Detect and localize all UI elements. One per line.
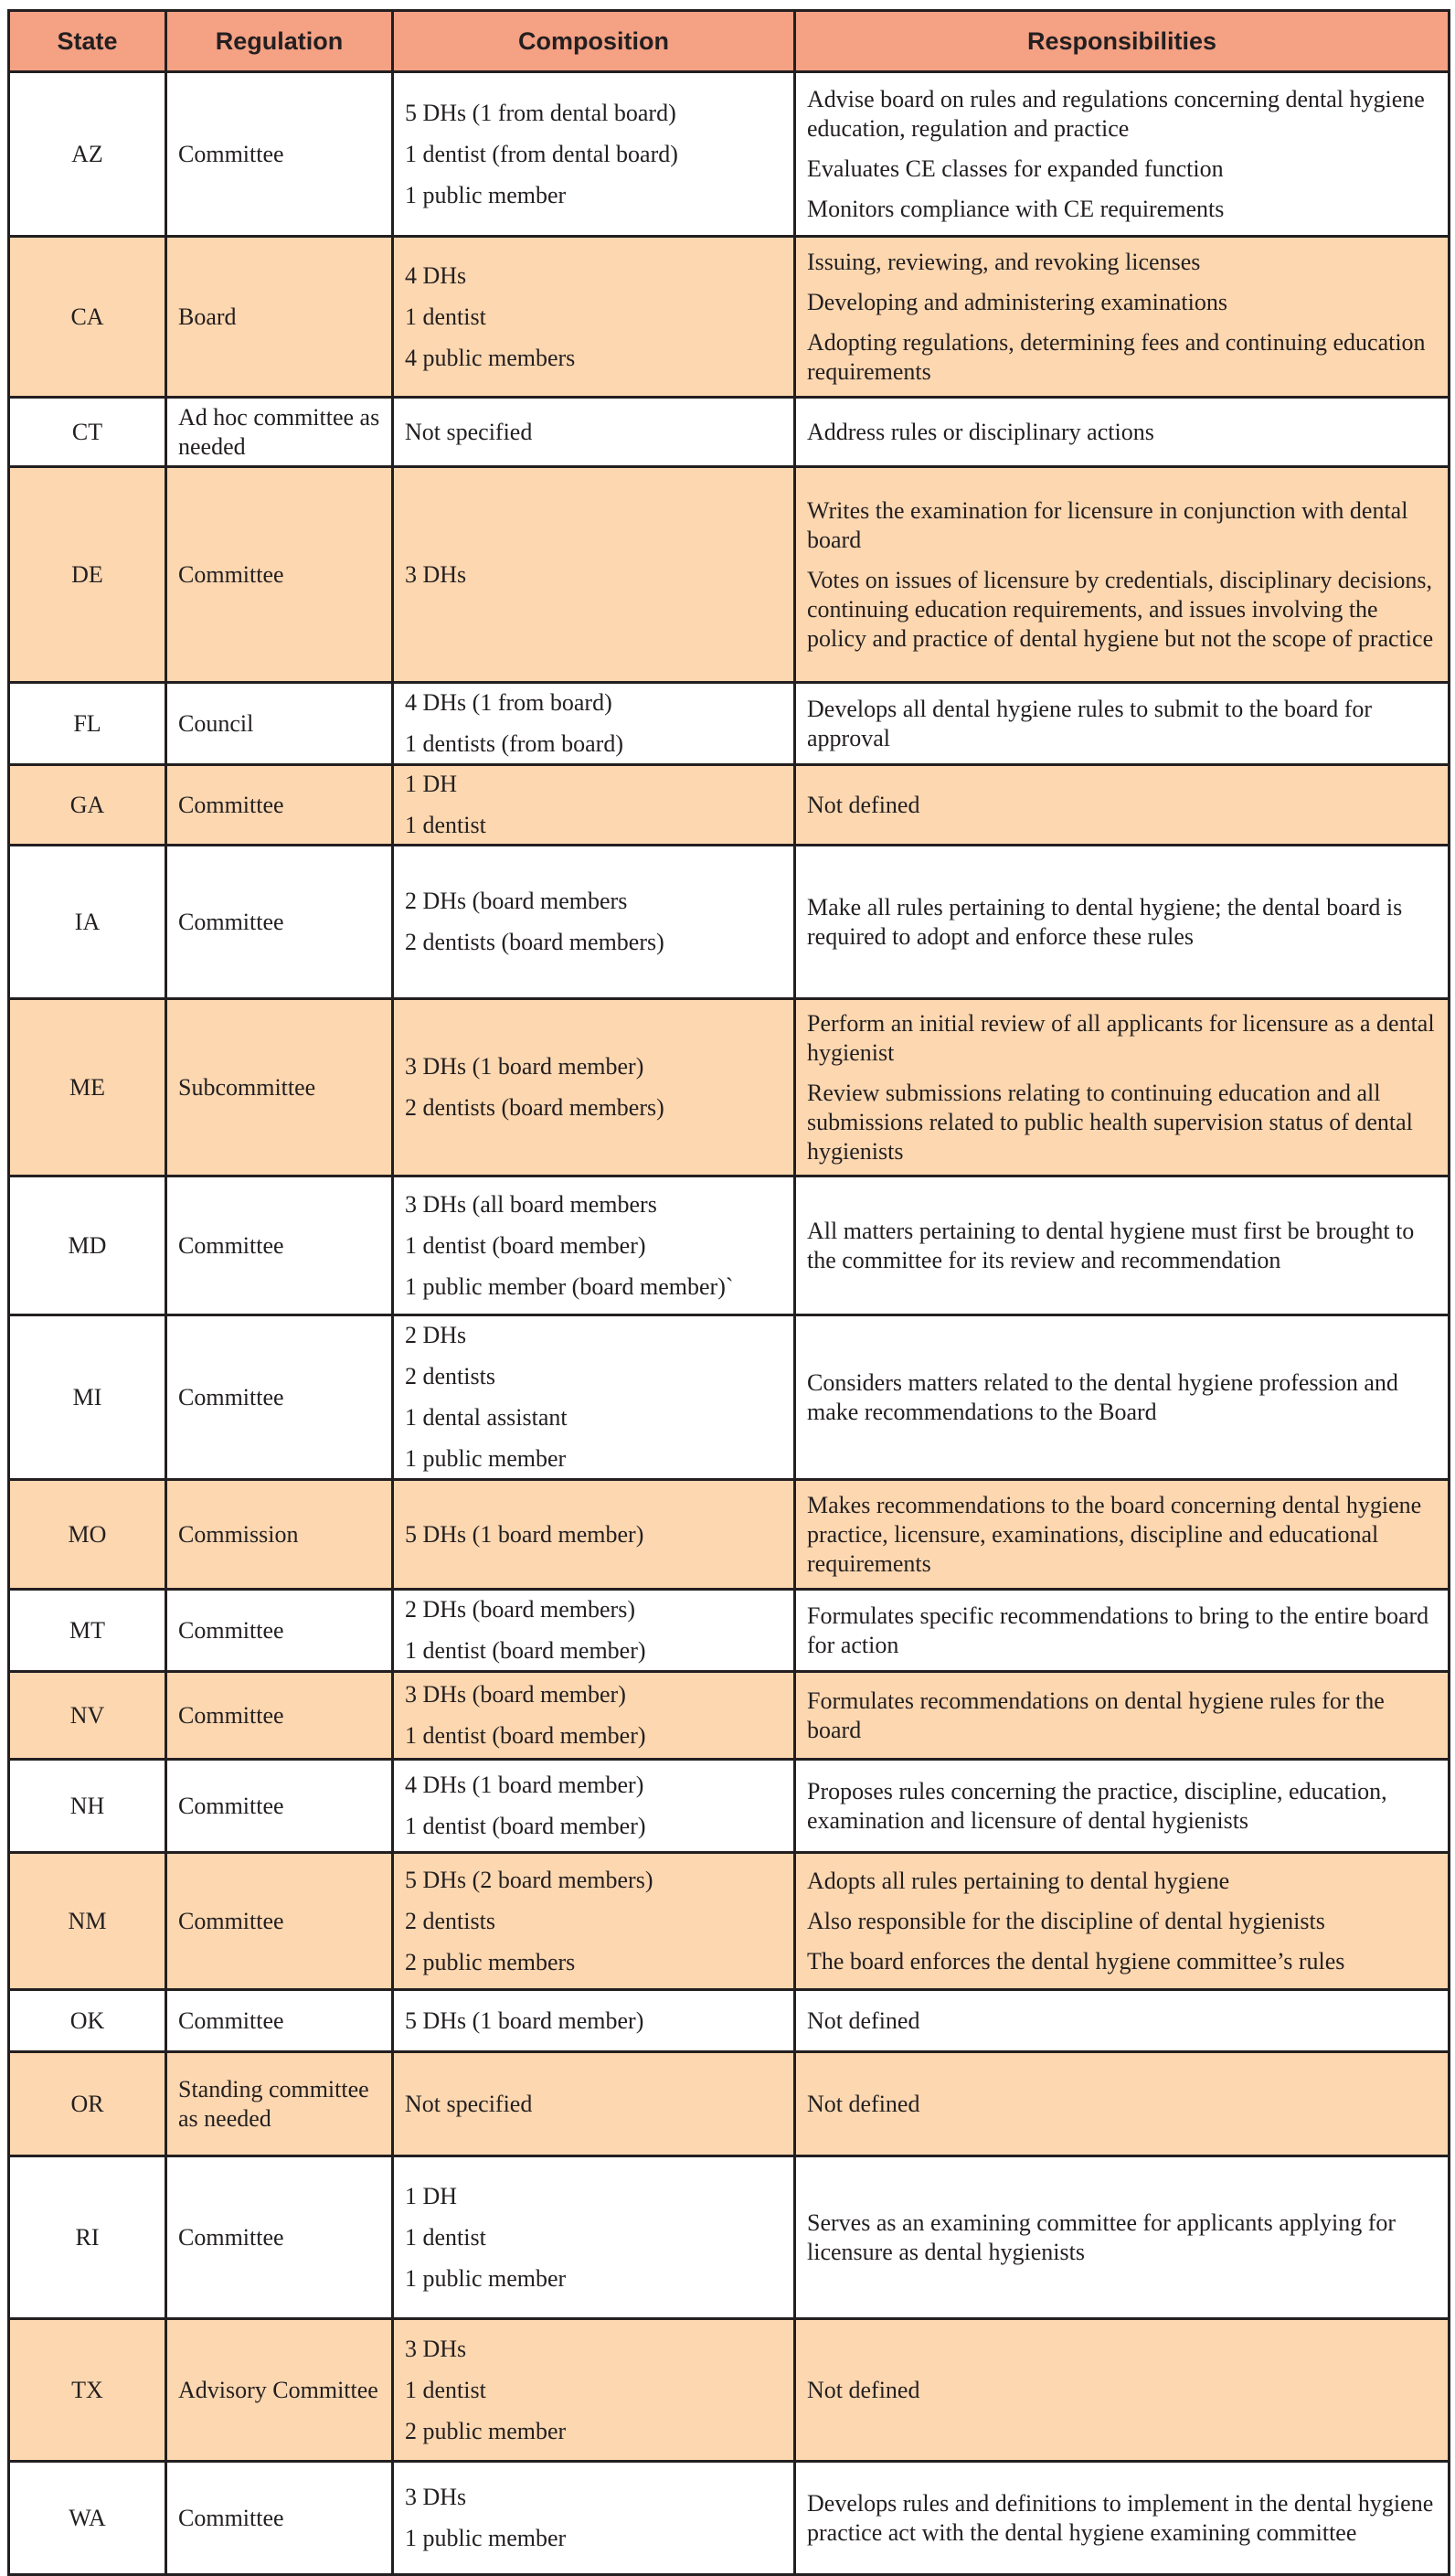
table-row (9, 398, 1450, 467)
cell-state: RI (9, 2156, 166, 2319)
table-row (9, 2156, 1450, 2319)
composition-item: Not specified (405, 418, 533, 445)
table-row (9, 1853, 1450, 1990)
responsibility-item: Monitors compliance with CE requirements (807, 195, 1225, 222)
responsibility-item: Not defined (807, 2090, 920, 2117)
responsibilities-list (807, 2209, 1437, 2267)
composition-item: 1 dentist (405, 303, 486, 330)
composition-list (405, 1321, 782, 1474)
responsibilities-list (807, 791, 1437, 820)
responsibility-item: Not defined (807, 2007, 920, 2034)
cell-responsibilities (795, 1672, 1450, 1760)
responsibility-item: Not defined (807, 791, 920, 818)
composition-item: Not specified (405, 2090, 533, 2117)
composition-list (405, 418, 782, 447)
composition-item: 1 DH (405, 2182, 458, 2209)
table-row (9, 846, 1450, 999)
cell-regulation: Committee (166, 1760, 393, 1853)
table-row (9, 1760, 1450, 1853)
cell-regulation: Committee (166, 1853, 393, 1990)
composition-item: 1 dentist (board member) (405, 1637, 646, 1664)
responsibilities-list (807, 893, 1437, 952)
table-row (9, 765, 1450, 846)
cell-composition (393, 467, 795, 683)
responsibility-item: Adopts all rules pertaining to dental hygiene (807, 1867, 1230, 1894)
composition-list (405, 560, 782, 590)
cell-responsibilities (795, 72, 1450, 237)
composition-item: 1 public member (405, 2264, 567, 2292)
cell-responsibilities (795, 237, 1450, 398)
composition-item: 1 public member (405, 181, 567, 208)
table-row (9, 2462, 1450, 2575)
responsibility-item: Votes on issues of licensure by credentials, disciplinary decisions, continuing education requirements, and issues involving the policy and practice of dental hygiene but not the scope of practice (807, 566, 1434, 652)
cell-regulation: Committee (166, 467, 393, 683)
cell-state: MT (9, 1590, 166, 1672)
cell-state: WA (9, 2462, 166, 2575)
composition-list (405, 2007, 782, 2036)
composition-list (405, 1866, 782, 1977)
composition-list (405, 2335, 782, 2446)
table-row (9, 2052, 1450, 2156)
responsibilities-list (807, 1867, 1437, 1976)
composition-item: 4 DHs (1 from board) (405, 689, 612, 716)
table-row (9, 237, 1450, 398)
cell-responsibilities (795, 2462, 1450, 2575)
cell-regulation: Committee (166, 2462, 393, 2575)
cell-composition (393, 2052, 795, 2156)
composition-item: 4 DHs (405, 261, 467, 289)
table-row (9, 1990, 1450, 2052)
composition-item: 1 dentist (405, 2223, 486, 2251)
composition-item: 4 public members (405, 344, 576, 371)
responsibilities-list (807, 1602, 1437, 1660)
composition-list (405, 770, 782, 840)
composition-item: 3 DHs (405, 2484, 467, 2510)
cell-state: OR (9, 2052, 166, 2156)
responsibilities-list (807, 695, 1437, 753)
responsibility-item: Formulates specific recommendations to bring to the entire board for action (807, 1602, 1429, 1658)
table-row (9, 467, 1450, 683)
table-row (9, 1480, 1450, 1590)
responsibility-item: Considers matters related to the dental hygiene profession and make recommendations to the Board (807, 1368, 1398, 1425)
responsibilities-list (807, 418, 1437, 447)
header-composition: Composition (393, 11, 795, 72)
cell-state: MO (9, 1480, 166, 1590)
cell-state: NM (9, 1853, 166, 1990)
cell-regulation: Committee (166, 765, 393, 846)
responsibilities-list (807, 1009, 1437, 1166)
composition-item: 1 dentist (405, 812, 486, 838)
cell-state: IA (9, 846, 166, 999)
cell-regulation: Committee (166, 2156, 393, 2319)
responsibilities-list (807, 2489, 1437, 2548)
cell-regulation: Committee (166, 1176, 393, 1315)
cell-regulation: Committee (166, 846, 393, 999)
composition-list (405, 2182, 782, 2294)
cell-state: DE (9, 467, 166, 683)
composition-item: 2 public member (405, 2417, 567, 2444)
cell-responsibilities (795, 1760, 1450, 1853)
responsibilities-list (807, 2090, 1437, 2119)
cell-state: TX (9, 2319, 166, 2462)
table-row (9, 2319, 1450, 2462)
composition-list (405, 1680, 782, 1751)
cell-state: AZ (9, 72, 166, 237)
composition-item: 1 public member (405, 1445, 567, 1472)
cell-state: MD (9, 1176, 166, 1315)
cell-responsibilities (795, 683, 1450, 765)
responsibility-item: Makes recommendations to the board concerning dental hygiene practice, licensure, examinations, discipline and educational requirements (807, 1491, 1422, 1577)
cell-responsibilities (795, 2319, 1450, 2462)
cell-responsibilities (795, 1480, 1450, 1590)
cell-composition (393, 765, 795, 846)
cell-responsibilities (795, 1315, 1450, 1480)
composition-item: 2 public members (405, 1948, 576, 1975)
cell-responsibilities (795, 846, 1450, 999)
cell-regulation: Committee (166, 1315, 393, 1480)
header-row (9, 11, 1450, 72)
cell-regulation: Committee (166, 1990, 393, 2052)
cell-composition (393, 846, 795, 999)
responsibility-item: Develops all dental hygiene rules to submit to the board for approval (807, 695, 1373, 751)
responsibilities-list (807, 1777, 1437, 1836)
table-row (9, 1590, 1450, 1672)
cell-state: MI (9, 1315, 166, 1480)
composition-list (405, 1771, 782, 1841)
header-regulation: Regulation (166, 11, 393, 72)
composition-list (405, 1520, 782, 1549)
responsibility-item: Evaluates CE classes for expanded function (807, 154, 1224, 182)
composition-item: 3 DHs (all board members (405, 1190, 657, 1218)
cell-composition (393, 1760, 795, 1853)
composition-item: 1 dentist (board member) (405, 1231, 646, 1259)
header-state: State (9, 11, 166, 72)
responsibilities-list (807, 1368, 1437, 1427)
cell-composition (393, 398, 795, 467)
composition-list (405, 887, 782, 957)
responsibility-item: Issuing, reviewing, and revoking licenses (807, 248, 1201, 275)
cell-state: CA (9, 237, 166, 398)
cell-responsibilities (795, 1990, 1450, 2052)
composition-item: 2 DHs (board members (405, 888, 628, 914)
table-row (9, 1672, 1450, 1760)
responsibility-item: Also responsible for the discipline of dental hygienists (807, 1907, 1325, 1934)
cell-regulation: Ad hoc committee as needed (166, 398, 393, 467)
cell-responsibilities (795, 1176, 1450, 1315)
cell-responsibilities (795, 1853, 1450, 1990)
responsibility-item: All matters pertaining to dental hygiene must first be brought to the committee for its review and recommendation (807, 1217, 1415, 1273)
composition-list (405, 2090, 782, 2119)
cell-state: CT (9, 398, 166, 467)
responsibilities-list (807, 248, 1437, 387)
composition-item: 1 dentist (board member) (405, 1722, 646, 1749)
cell-state: NV (9, 1672, 166, 1760)
cell-regulation: Committee (166, 1590, 393, 1672)
responsibility-item: Address rules or disciplinary actions (807, 418, 1154, 445)
cell-regulation: Council (166, 683, 393, 765)
composition-item: 2 DHs (board members) (405, 1596, 635, 1623)
composition-item: 1 dentist (from dental board) (405, 140, 678, 167)
composition-list (405, 1595, 782, 1666)
responsibilities-list (807, 1217, 1437, 1275)
cell-regulation: Standing committee as needed (166, 2052, 393, 2156)
responsibilities-list (807, 2376, 1437, 2405)
composition-item: 1 public member (405, 2525, 567, 2551)
composition-item: 3 DHs (1 board member) (405, 1053, 644, 1080)
table-row (9, 1315, 1450, 1480)
cell-state: ME (9, 999, 166, 1176)
cell-composition (393, 1176, 795, 1315)
cell-responsibilities (795, 2156, 1450, 2319)
table-row (9, 999, 1450, 1176)
composition-item: 2 dentists (board members) (405, 1094, 664, 1121)
header-responsibilities: Responsibilities (795, 11, 1450, 72)
composition-item: 2 dentists (board members) (405, 929, 664, 955)
table-row (9, 1176, 1450, 1315)
cell-responsibilities (795, 398, 1450, 467)
table-row (9, 72, 1450, 237)
responsibility-item: Serves as an examining committee for applicants applying for licensure as dental hygienists (807, 2209, 1397, 2265)
composition-list (405, 1052, 782, 1123)
composition-item: 1 dental assistant (405, 1404, 568, 1431)
composition-item: 2 DHs (405, 1322, 467, 1348)
cell-composition (393, 2156, 795, 2319)
cell-regulation: Committee (166, 72, 393, 237)
cell-composition (393, 683, 795, 765)
composition-list (405, 99, 782, 210)
composition-item: 1 dentist (board member) (405, 1813, 646, 1839)
cell-regulation: Advisory Committee (166, 2319, 393, 2462)
cell-regulation: Board (166, 237, 393, 398)
responsibility-item: The board enforces the dental hygiene committee’s rules (807, 1947, 1345, 1975)
composition-list (405, 688, 782, 759)
composition-item: 3 DHs (board member) (405, 1681, 626, 1708)
responsibilities-list (807, 1687, 1437, 1745)
responsibility-item: Review submissions relating to continuing education and all submissions related to public health supervision status of dental hygienists (807, 1079, 1413, 1165)
responsibility-item: Writes the examination for licensure in conjunction with dental board (807, 496, 1408, 553)
cell-composition (393, 2462, 795, 2575)
responsibilities-list (807, 2007, 1437, 2036)
cell-responsibilities (795, 467, 1450, 683)
composition-item: 5 DHs (1 from dental board) (405, 99, 676, 126)
cell-composition (393, 1480, 795, 1590)
responsibility-item: Perform an initial review of all applicants for licensure as a dental hygienist (807, 1009, 1435, 1066)
responsibilities-list (807, 1491, 1437, 1579)
responsibility-item: Adopting regulations, determining fees and continuing education requirements (807, 328, 1426, 385)
composition-item: 5 DHs (2 board members) (405, 1866, 653, 1893)
responsibility-item: Develops rules and definitions to implement in the dental hygiene practice act with the dental hygiene examining committee (807, 2489, 1434, 2546)
composition-item: 4 DHs (1 board member) (405, 1772, 644, 1798)
responsibility-item: Formulates recommendations on dental hygiene rules for the board (807, 1687, 1385, 1743)
responsibility-item: Make all rules pertaining to dental hygiene; the dental board is required to adopt and enforce these rules (807, 893, 1403, 950)
cell-state: OK (9, 1990, 166, 2052)
cell-regulation: Committee (166, 1672, 393, 1760)
composition-item: 3 DHs (405, 2335, 467, 2362)
cell-state: NH (9, 1760, 166, 1853)
composition-item: 3 DHs (405, 560, 467, 588)
composition-item: 2 dentists (405, 1907, 495, 1934)
cell-composition (393, 237, 795, 398)
cell-composition (393, 2319, 795, 2462)
cell-responsibilities (795, 765, 1450, 846)
cell-composition (393, 999, 795, 1176)
responsibility-item: Not defined (807, 2376, 920, 2403)
regulation-table (7, 9, 1450, 2576)
cell-responsibilities (795, 999, 1450, 1176)
responsibilities-list (807, 496, 1437, 654)
cell-composition (393, 1990, 795, 2052)
composition-item: 1 public member (board member)` (405, 1272, 734, 1300)
responsibility-item: Developing and administering examinations (807, 288, 1227, 315)
cell-regulation: Commission (166, 1480, 393, 1590)
cell-state: GA (9, 765, 166, 846)
cell-state: FL (9, 683, 166, 765)
composition-item: 5 DHs (1 board member) (405, 1520, 644, 1548)
composition-item: 5 DHs (1 board member) (405, 2007, 644, 2034)
cell-responsibilities (795, 1590, 1450, 1672)
cell-composition (393, 1590, 795, 1672)
responsibilities-list (807, 85, 1437, 224)
cell-composition (393, 1853, 795, 1990)
composition-item: 2 dentists (405, 1363, 495, 1389)
composition-list (405, 261, 782, 373)
composition-item: 1 dentist (405, 2376, 486, 2403)
table-body (9, 72, 1450, 2575)
table-row (9, 683, 1450, 765)
composition-item: 1 dentists (from board) (405, 730, 624, 757)
responsibility-item: Proposes rules concerning the practice, discipline, education, examination and licensure of dental hygienists (807, 1777, 1387, 1834)
cell-regulation: Subcommittee (166, 999, 393, 1176)
composition-item: 1 DH (405, 771, 458, 797)
responsibility-item: Advise board on rules and regulations concerning dental hygiene education, regulation and practice (807, 85, 1425, 142)
cell-composition (393, 72, 795, 237)
cell-responsibilities (795, 2052, 1450, 2156)
composition-list (405, 2483, 782, 2553)
cell-composition (393, 1672, 795, 1760)
cell-composition (393, 1315, 795, 1480)
composition-list (405, 1190, 782, 1302)
